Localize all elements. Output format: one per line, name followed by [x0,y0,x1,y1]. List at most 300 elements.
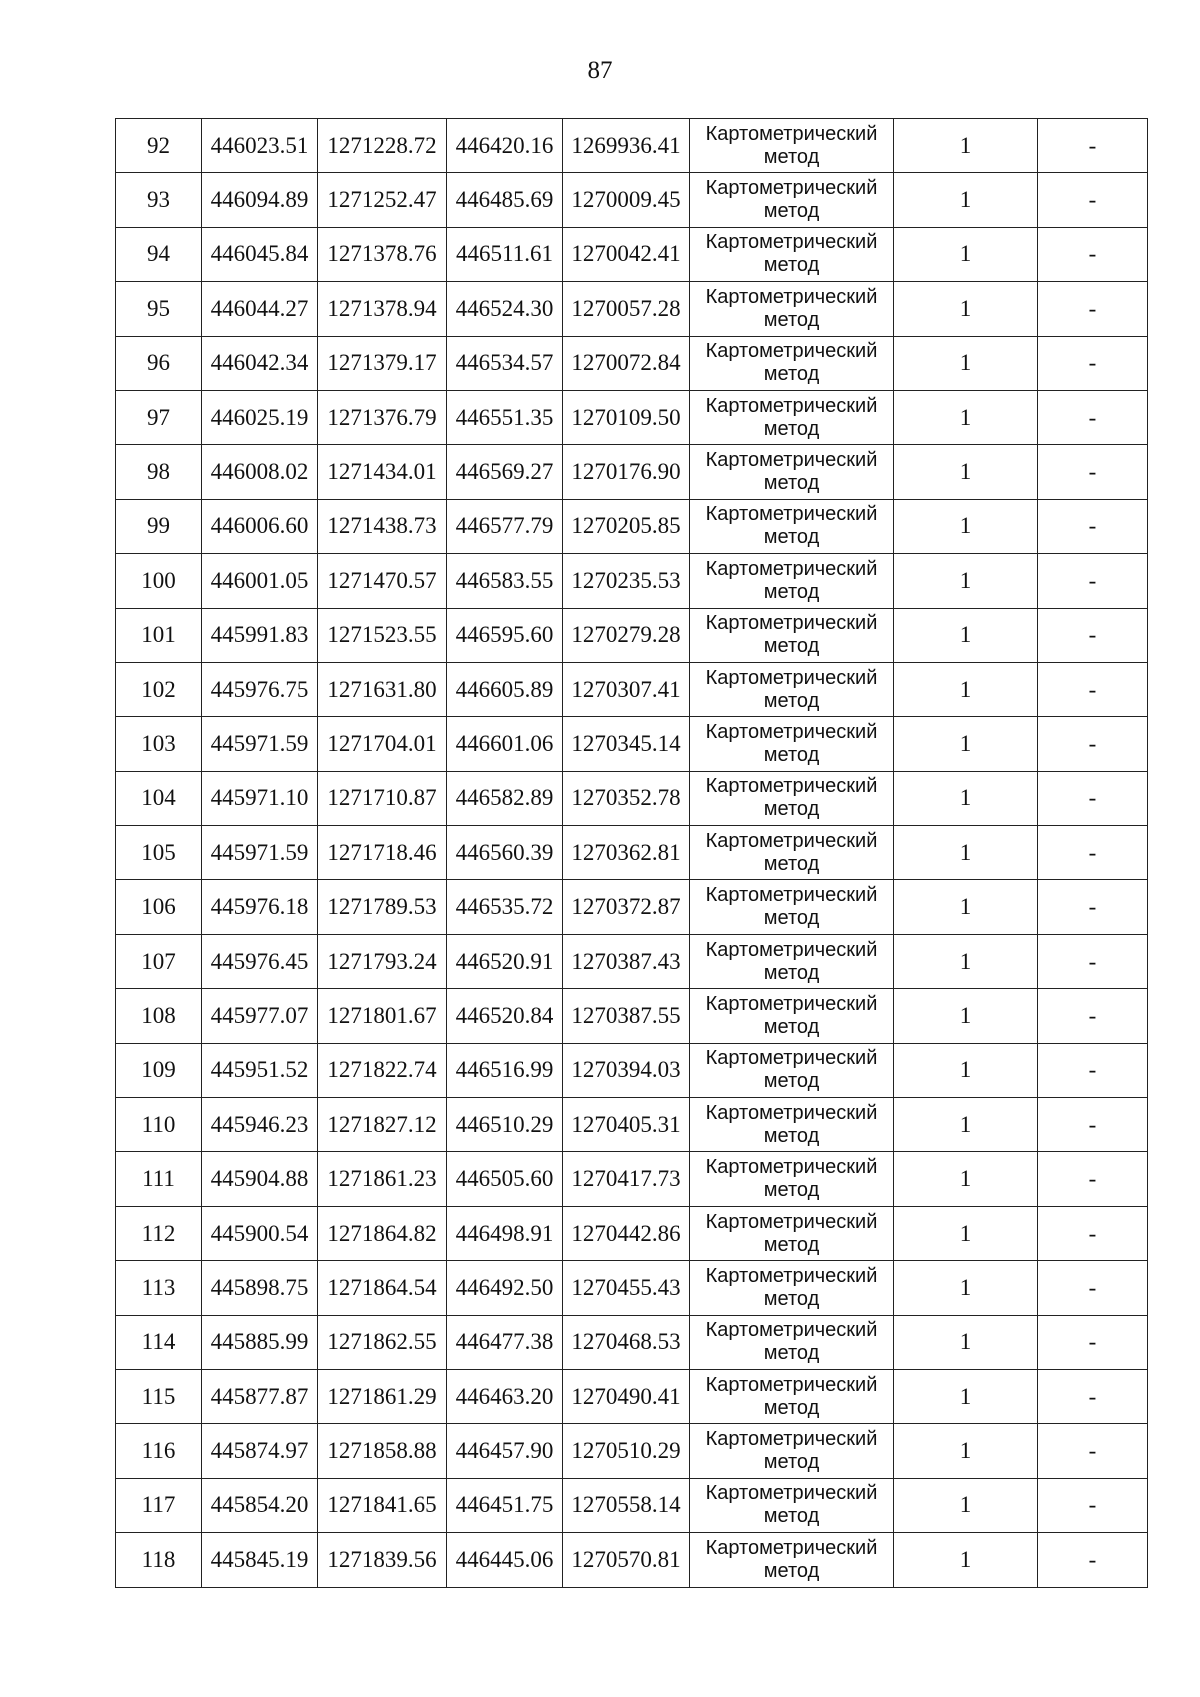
point-number-cell: 113 [116,1261,202,1315]
x-new-cell: 446451.75 [447,1478,563,1532]
note-cell: - [1038,1424,1148,1478]
note-cell: - [1038,717,1148,771]
y-new-cell: 1270042.41 [563,227,690,281]
method-cell [690,336,894,390]
x-new-cell: 446595.60 [447,608,563,662]
x-old-cell: 445845.19 [202,1533,318,1587]
note-cell: - [1038,173,1148,227]
x-old-cell: 445971.10 [202,771,318,825]
method-line-1: Картометрический [705,231,878,254]
y-old-cell: 1271710.87 [318,771,447,825]
y-old-cell: 1271523.55 [318,608,447,662]
method-line-2: метод [763,852,820,875]
method-cell [690,227,894,281]
table-row [116,1152,1148,1206]
method-line-2: метод [763,200,820,223]
note-cell: - [1038,227,1148,281]
note-cell: - [1038,1369,1148,1423]
method-cell [690,1478,894,1532]
x-new-cell: 446505.60 [447,1152,563,1206]
x-new-cell: 446520.91 [447,934,563,988]
x-old-cell: 445976.45 [202,934,318,988]
table-row [116,1206,1148,1260]
table-row [116,989,1148,1043]
x-new-cell: 446583.55 [447,554,563,608]
x-old-cell: 445977.07 [202,989,318,1043]
method-line-2: метод [763,145,820,168]
y-new-cell: 1270387.43 [563,934,690,988]
method-line-1: Картометрический [705,1373,878,1396]
point-number-cell: 97 [116,390,202,444]
x-old-cell: 445951.52 [202,1043,318,1097]
table-row [116,390,1148,444]
x-new-cell: 446516.99 [447,1043,563,1097]
note-cell: - [1038,934,1148,988]
method-line-2: метод [763,1342,820,1365]
method-line-1: Картометрический [705,1101,878,1124]
y-old-cell: 1271378.76 [318,227,447,281]
note-cell: - [1038,771,1148,825]
point-number-cell: 115 [116,1369,202,1423]
accuracy-cell: 1 [894,282,1038,336]
accuracy-cell: 1 [894,1369,1038,1423]
x-old-cell: 445904.88 [202,1152,318,1206]
method-line-1: Картометрический [705,884,878,907]
y-new-cell: 1270455.43 [563,1261,690,1315]
x-old-cell: 446006.60 [202,499,318,553]
method-line-2: метод [763,472,820,495]
point-number-cell: 103 [116,717,202,771]
method-line-1: Картометрический [705,394,878,417]
y-old-cell: 1271704.01 [318,717,447,771]
method-cell [690,554,894,608]
table-row [116,1424,1148,1478]
method-cell [690,390,894,444]
note-cell: - [1038,1261,1148,1315]
y-old-cell: 1271861.23 [318,1152,447,1206]
method-line-1: Картометрический [705,612,878,635]
y-old-cell: 1271470.57 [318,554,447,608]
note-cell: - [1038,1315,1148,1369]
x-old-cell: 445898.75 [202,1261,318,1315]
x-new-cell: 446582.89 [447,771,563,825]
y-old-cell: 1271801.67 [318,989,447,1043]
y-old-cell: 1271858.88 [318,1424,447,1478]
method-line-2: метод [763,689,820,712]
table-row [116,880,1148,934]
point-number-cell: 111 [116,1152,202,1206]
method-line-1: Картометрический [705,503,878,526]
method-cell [690,1043,894,1097]
method-line-1: Картометрический [705,449,878,472]
y-new-cell: 1270387.55 [563,989,690,1043]
method-line-2: метод [763,1070,820,1093]
point-number-cell: 118 [116,1533,202,1587]
point-number-cell: 93 [116,173,202,227]
x-old-cell: 446045.84 [202,227,318,281]
method-line-2: метод [763,580,820,603]
y-new-cell: 1270205.85 [563,499,690,553]
note-cell: - [1038,499,1148,553]
method-line-2: метод [763,1559,820,1582]
method-line-1: Картометрический [705,829,878,852]
y-old-cell: 1271827.12 [318,1098,447,1152]
y-old-cell: 1271864.82 [318,1206,447,1260]
y-new-cell: 1270394.03 [563,1043,690,1097]
method-cell [690,934,894,988]
x-old-cell: 445976.18 [202,880,318,934]
accuracy-cell: 1 [894,1043,1038,1097]
y-old-cell: 1271252.47 [318,173,447,227]
method-line-2: метод [763,254,820,277]
x-new-cell: 446420.16 [447,119,563,173]
x-new-cell: 446477.38 [447,1315,563,1369]
x-old-cell: 446023.51 [202,119,318,173]
accuracy-cell: 1 [894,1261,1038,1315]
table-row [116,1369,1148,1423]
y-old-cell: 1271862.55 [318,1315,447,1369]
coordinates-table [115,118,1148,1588]
y-old-cell: 1271864.54 [318,1261,447,1315]
note-cell: - [1038,1098,1148,1152]
y-new-cell: 1270307.41 [563,662,690,716]
y-new-cell: 1270109.50 [563,390,690,444]
table-row [116,445,1148,499]
y-new-cell: 1270372.87 [563,880,690,934]
method-cell [690,282,894,336]
x-new-cell: 446520.84 [447,989,563,1043]
y-new-cell: 1270468.53 [563,1315,690,1369]
y-old-cell: 1271379.17 [318,336,447,390]
point-number-cell: 109 [116,1043,202,1097]
x-old-cell: 446025.19 [202,390,318,444]
point-number-cell: 94 [116,227,202,281]
method-line-2: метод [763,526,820,549]
x-new-cell: 446457.90 [447,1424,563,1478]
x-new-cell: 446511.61 [447,227,563,281]
x-new-cell: 446510.29 [447,1098,563,1152]
y-new-cell: 1270352.78 [563,771,690,825]
table-row [116,282,1148,336]
method-line-2: метод [763,1233,820,1256]
table-row [116,608,1148,662]
x-new-cell: 446485.69 [447,173,563,227]
note-cell: - [1038,1152,1148,1206]
note-cell: - [1038,336,1148,390]
table-row [116,336,1148,390]
accuracy-cell: 1 [894,1098,1038,1152]
x-new-cell: 446551.35 [447,390,563,444]
x-old-cell: 446094.89 [202,173,318,227]
y-old-cell: 1271841.65 [318,1478,447,1532]
method-cell [690,1098,894,1152]
y-new-cell: 1270235.53 [563,554,690,608]
method-line-2: метод [763,363,820,386]
point-number-cell: 110 [116,1098,202,1152]
y-old-cell: 1271718.46 [318,826,447,880]
x-old-cell: 445971.59 [202,826,318,880]
method-line-2: метод [763,308,820,331]
accuracy-cell: 1 [894,771,1038,825]
y-old-cell: 1271822.74 [318,1043,447,1097]
point-number-cell: 98 [116,445,202,499]
table-row [116,1533,1148,1587]
x-old-cell: 445900.54 [202,1206,318,1260]
method-cell [690,771,894,825]
method-line-1: Картометрический [705,775,878,798]
method-line-1: Картометрический [705,1264,878,1287]
accuracy-cell: 1 [894,880,1038,934]
accuracy-cell: 1 [894,1478,1038,1532]
accuracy-cell: 1 [894,1315,1038,1369]
x-new-cell: 446535.72 [447,880,563,934]
method-line-2: метод [763,743,820,766]
x-new-cell: 446605.89 [447,662,563,716]
method-line-1: Картометрический [705,1319,878,1342]
method-cell [690,826,894,880]
method-line-1: Картометрический [705,1047,878,1070]
y-new-cell: 1270057.28 [563,282,690,336]
method-line-2: метод [763,1505,820,1528]
note-cell: - [1038,662,1148,716]
x-old-cell: 446008.02 [202,445,318,499]
table-row [116,119,1148,173]
accuracy-cell: 1 [894,1206,1038,1260]
y-new-cell: 1270345.14 [563,717,690,771]
table-row [116,662,1148,716]
note-cell: - [1038,880,1148,934]
method-cell [690,880,894,934]
method-line-1: Картометрический [705,1536,878,1559]
method-line-2: метод [763,961,820,984]
method-line-1: Картометрический [705,992,878,1015]
method-line-1: Картометрический [705,557,878,580]
accuracy-cell: 1 [894,1533,1038,1587]
x-new-cell: 446569.27 [447,445,563,499]
y-old-cell: 1271438.73 [318,499,447,553]
note-cell: - [1038,826,1148,880]
point-number-cell: 105 [116,826,202,880]
accuracy-cell: 1 [894,499,1038,553]
method-cell [690,1315,894,1369]
point-number-cell: 101 [116,608,202,662]
method-cell [690,1369,894,1423]
method-cell [690,173,894,227]
method-cell [690,445,894,499]
accuracy-cell: 1 [894,390,1038,444]
y-new-cell: 1270405.31 [563,1098,690,1152]
y-new-cell: 1270490.41 [563,1369,690,1423]
note-cell: - [1038,608,1148,662]
method-cell [690,1261,894,1315]
y-new-cell: 1270176.90 [563,445,690,499]
accuracy-cell: 1 [894,608,1038,662]
note-cell: - [1038,390,1148,444]
method-line-1: Картометрический [705,720,878,743]
y-old-cell: 1271861.29 [318,1369,447,1423]
point-number-cell: 96 [116,336,202,390]
x-new-cell: 446445.06 [447,1533,563,1587]
method-cell [690,608,894,662]
point-number-cell: 106 [116,880,202,934]
y-new-cell: 1270009.45 [563,173,690,227]
note-cell: - [1038,1043,1148,1097]
method-cell [690,119,894,173]
point-number-cell: 108 [116,989,202,1043]
note-cell: - [1038,554,1148,608]
y-new-cell: 1270072.84 [563,336,690,390]
table-row [116,1261,1148,1315]
y-old-cell: 1271376.79 [318,390,447,444]
accuracy-cell: 1 [894,445,1038,499]
y-old-cell: 1271378.94 [318,282,447,336]
page-number: 87 [587,57,613,84]
table-row [116,173,1148,227]
method-cell [690,1533,894,1587]
method-line-1: Картометрический [705,122,878,145]
x-new-cell: 446524.30 [447,282,563,336]
x-old-cell: 446044.27 [202,282,318,336]
x-new-cell: 446498.91 [447,1206,563,1260]
note-cell: - [1038,1478,1148,1532]
point-number-cell: 100 [116,554,202,608]
table-row [116,717,1148,771]
method-line-1: Картометрический [705,1156,878,1179]
method-line-2: метод [763,635,820,658]
table-row [116,1043,1148,1097]
method-line-2: метод [763,1396,820,1419]
y-old-cell: 1271434.01 [318,445,447,499]
x-new-cell: 446560.39 [447,826,563,880]
y-new-cell: 1270417.73 [563,1152,690,1206]
method-cell [690,499,894,553]
method-line-2: метод [763,798,820,821]
accuracy-cell: 1 [894,554,1038,608]
x-new-cell: 446577.79 [447,499,563,553]
table-row [116,227,1148,281]
accuracy-cell: 1 [894,717,1038,771]
method-line-1: Картометрический [705,666,878,689]
y-new-cell: 1270442.86 [563,1206,690,1260]
note-cell: - [1038,1206,1148,1260]
method-cell [690,1206,894,1260]
method-line-1: Картометрический [705,1428,878,1451]
point-number-cell: 107 [116,934,202,988]
table-body [116,119,1148,1588]
point-number-cell: 95 [116,282,202,336]
method-line-1: Картометрический [705,285,878,308]
y-new-cell: 1270279.28 [563,608,690,662]
y-old-cell: 1271789.53 [318,880,447,934]
x-old-cell: 446001.05 [202,554,318,608]
x-old-cell: 445976.75 [202,662,318,716]
point-number-cell: 112 [116,1206,202,1260]
y-old-cell: 1271228.72 [318,119,447,173]
method-line-2: метод [763,417,820,440]
point-number-cell: 114 [116,1315,202,1369]
y-old-cell: 1271793.24 [318,934,447,988]
point-number-cell: 92 [116,119,202,173]
table-row [116,826,1148,880]
x-old-cell: 446042.34 [202,336,318,390]
method-line-1: Картометрический [705,177,878,200]
point-number-cell: 99 [116,499,202,553]
accuracy-cell: 1 [894,1152,1038,1206]
method-line-2: метод [763,907,820,930]
method-cell [690,1152,894,1206]
note-cell: - [1038,282,1148,336]
method-line-2: метод [763,1451,820,1474]
table-row [116,1098,1148,1152]
table-row [116,554,1148,608]
x-old-cell: 445991.83 [202,608,318,662]
method-cell [690,1424,894,1478]
method-line-1: Картометрический [705,1210,878,1233]
x-old-cell: 445885.99 [202,1315,318,1369]
y-new-cell: 1269936.41 [563,119,690,173]
table-row [116,934,1148,988]
accuracy-cell: 1 [894,826,1038,880]
point-number-cell: 117 [116,1478,202,1532]
accuracy-cell: 1 [894,662,1038,716]
accuracy-cell: 1 [894,989,1038,1043]
y-old-cell: 1271839.56 [318,1533,447,1587]
x-new-cell: 446463.20 [447,1369,563,1423]
x-new-cell: 446492.50 [447,1261,563,1315]
method-line-2: метод [763,1179,820,1202]
method-line-1: Картометрический [705,938,878,961]
x-old-cell: 445971.59 [202,717,318,771]
x-old-cell: 445946.23 [202,1098,318,1152]
note-cell: - [1038,119,1148,173]
note-cell: - [1038,445,1148,499]
table-row [116,771,1148,825]
accuracy-cell: 1 [894,1424,1038,1478]
table-row [116,1315,1148,1369]
point-number-cell: 104 [116,771,202,825]
accuracy-cell: 1 [894,119,1038,173]
note-cell: - [1038,989,1148,1043]
method-line-2: метод [763,1287,820,1310]
point-number-cell: 116 [116,1424,202,1478]
table-row [116,499,1148,553]
note-cell: - [1038,1533,1148,1587]
y-old-cell: 1271631.80 [318,662,447,716]
method-line-1: Картометрический [705,340,878,363]
table-row [116,1478,1148,1532]
x-old-cell: 445874.97 [202,1424,318,1478]
method-cell [690,662,894,716]
method-line-1: Картометрический [705,1482,878,1505]
y-new-cell: 1270558.14 [563,1478,690,1532]
x-old-cell: 445877.87 [202,1369,318,1423]
x-new-cell: 446534.57 [447,336,563,390]
accuracy-cell: 1 [894,934,1038,988]
accuracy-cell: 1 [894,227,1038,281]
point-number-cell: 102 [116,662,202,716]
y-new-cell: 1270362.81 [563,826,690,880]
x-new-cell: 446601.06 [447,717,563,771]
method-line-2: метод [763,1015,820,1038]
accuracy-cell: 1 [894,336,1038,390]
y-new-cell: 1270510.29 [563,1424,690,1478]
method-line-2: метод [763,1124,820,1147]
y-new-cell: 1270570.81 [563,1533,690,1587]
method-cell [690,989,894,1043]
accuracy-cell: 1 [894,173,1038,227]
method-cell [690,717,894,771]
x-old-cell: 445854.20 [202,1478,318,1532]
